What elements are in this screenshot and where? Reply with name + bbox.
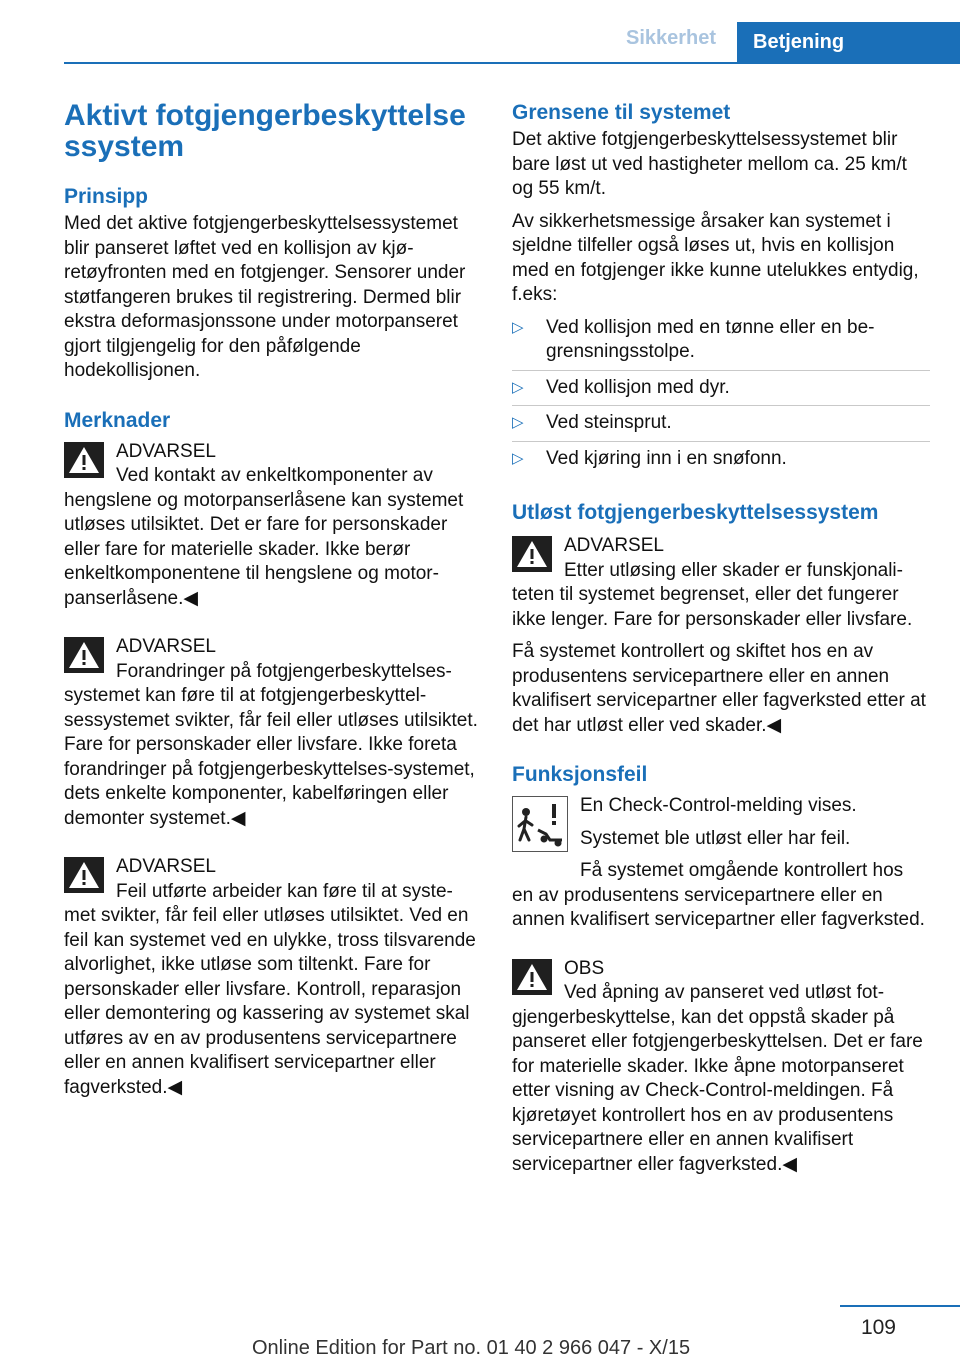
obs-text: gjengerbeskyttelse, kan det oppstå skader på panseret eller fotgjengerbeskyttelsen. Det er fare for materielle skader. Ikke åpne motorpanseret etter visning av Check-Control-meldingen. Få kjøretøyet kontrollert hos en av produsentens servicepartnere eller en annen kvalifisert servicepartner eller fagverksted.◀ bbox=[512, 1006, 923, 1175]
page-number: 109 bbox=[860, 1316, 896, 1339]
list-item-text: Ved kollisjon med dyr. bbox=[546, 376, 730, 398]
left-column bbox=[64, 100, 479, 1124]
page-title: Aktivt fotgjengerbeskyttelsessystem bbox=[64, 99, 466, 163]
list-item-text: Ved kjøring inn i en snøfonn. bbox=[546, 447, 787, 469]
paragraph: Få systemet kontrollert og skiftet hos en av produsentens servicepartnere eller en annen kvalifisert servicepartner eller fagverksted etter at det har utløst eller ved skader.◀ bbox=[512, 641, 926, 736]
heading-prinsipp: Prinsipp bbox=[64, 185, 149, 208]
section-grensene bbox=[512, 100, 930, 476]
check-control-line: Få systemet omgående kontrollert hos bbox=[580, 860, 904, 881]
section-prinsipp bbox=[64, 184, 479, 384]
triangle-bullet-icon: ▷ bbox=[512, 378, 524, 396]
tab-betjening[interactable]: Betjening bbox=[737, 22, 960, 63]
warning-label: ADVARSEL bbox=[564, 535, 664, 556]
warning-triangle-icon bbox=[64, 857, 104, 893]
section-utlost bbox=[512, 500, 930, 738]
heading-utlost: Utløst fotgjengerbeskyttelsessystem bbox=[512, 501, 879, 524]
warning-label: ADVARSEL bbox=[116, 440, 216, 462]
warning-triangle-icon bbox=[512, 959, 552, 995]
heading-funksjonsfeil: Funksjonsfeil bbox=[512, 763, 648, 786]
warning-label: ADVARSEL bbox=[116, 636, 216, 657]
warning-text: hengslene og motorpanserlåsene kan systemet utløses utilsiktet. Det er fare for personskader eller fare for materielle skader. Ikke berør enkeltkomponentene til hengslene og motorpanserlåsene.◀ bbox=[64, 489, 464, 609]
obs-label: OBS bbox=[564, 957, 605, 979]
triangle-bullet-icon: ▷ bbox=[512, 318, 524, 336]
warning-block bbox=[64, 855, 479, 1100]
triangle-bullet-icon: ▷ bbox=[512, 414, 524, 431]
pedestrian-protection-icon bbox=[512, 796, 568, 852]
check-control-text: en av produsentens servicepartnere eller en annen kvalifisert servicepartner eller fagverksted. bbox=[512, 884, 925, 930]
section-merknader bbox=[64, 408, 479, 1101]
paragraph: Det aktive fotgjengerbeskyttelsessystemet blir bare løst ut ved hastigheter mellom ca. 25 km/t og 55 km/t. bbox=[512, 129, 907, 199]
warning-first-line: Etter utløsing eller skader er funskjonali- bbox=[564, 559, 903, 581]
list-item-text: Ved kollisjon med en tønne eller en begrensningsstolpe. bbox=[546, 316, 875, 362]
heading-merknader: Merknader bbox=[64, 408, 171, 432]
paragraph: Av sikkerhetsmessige årsaker kan systemet i sjeldne tilfeller også løses ut, hvis en kollisjon med en fotgjenger ikke kunne utelukkes entydig, f.eks: bbox=[512, 210, 919, 305]
bullet-list bbox=[512, 316, 930, 477]
tab-sikkerhet[interactable]: Sikkerhet bbox=[626, 27, 717, 49]
warning-text: systemet kan føre til at fotgjengerbeskyttelsessystemet svikter, får feil eller utløses utilsiktet. Fare for personskader eller livsfare. Ikke foreta forandringer på fotgjengerbeskyttelses-systemet, dets enkelte komponenter, kabelføringen eller demonter systemet.◀ bbox=[64, 685, 478, 829]
warning-block bbox=[64, 440, 479, 612]
heading-grensene: Grensene til systemet bbox=[512, 101, 731, 124]
warning-triangle-icon bbox=[64, 442, 104, 478]
triangle-bullet-icon: ▷ bbox=[512, 449, 524, 467]
list-item-text: Ved steinsprut. bbox=[546, 412, 672, 433]
list-item bbox=[512, 370, 930, 406]
footer-edition: Online Edition for Part no. 01 40 2 966 047 - X/15 bbox=[252, 1337, 691, 1359]
check-control-line: En Check-Control-melding vises. bbox=[580, 795, 857, 816]
check-control-line: Systemet ble utløst eller har feil. bbox=[580, 827, 851, 849]
warning-first-line: Feil utførte arbeider kan føre til at syste- bbox=[116, 880, 453, 902]
list-item bbox=[512, 441, 930, 477]
obs-block bbox=[512, 957, 930, 1178]
paragraph-prinsipp: Med det aktive fotgjengerbeskyttelsessystemet blir panseret løftet ved en kollisjon av kjøretøyfronten med en fotgjenger. Sensorer under støtfangeren brukes til registrering. Dermed blir ekstra deformasjonssone under motorpanseret gjort tilgjengelig for den påfølgende hodekollisjonen. bbox=[64, 213, 466, 381]
warning-triangle-icon bbox=[64, 637, 104, 673]
obs-first-line: Ved åpning av panseret ved utløst fot- bbox=[564, 982, 885, 1003]
warning-block bbox=[64, 635, 479, 831]
list-item bbox=[512, 405, 930, 441]
list-item bbox=[512, 316, 930, 370]
warning-triangle-icon bbox=[512, 536, 552, 572]
warning-text: met svikter, får feil eller utløses utilsiktet. Ved en feil kan systemet ved en ulykke, tross tilsvarende alvorlighet, ikke utløse som tiltenkt. Fare for personskader eller livsfare. Kontroll, reparasjon eller demontering og kassering av systemet skal utføres av en av produsentens servicepartnere eller en annen kvalifisert servicepartner eller fagverksted.◀ bbox=[64, 905, 476, 1098]
warning-text: teten til systemet begrenset, eller det fungerer ikke lenger. Fare for personskader eller livsfare. bbox=[512, 584, 913, 630]
right-column bbox=[512, 100, 930, 1177]
warning-first-line: Ved kontakt av enkeltkomponenter av bbox=[116, 465, 433, 486]
footer-rule bbox=[840, 1305, 960, 1307]
warning-first-line: Forandringer på fotgjengerbeskyttelses- bbox=[116, 660, 452, 682]
warning-label: ADVARSEL bbox=[116, 856, 216, 877]
warning-block bbox=[512, 534, 930, 632]
check-control-block bbox=[512, 794, 930, 933]
section-funksjonsfeil bbox=[512, 762, 930, 1177]
